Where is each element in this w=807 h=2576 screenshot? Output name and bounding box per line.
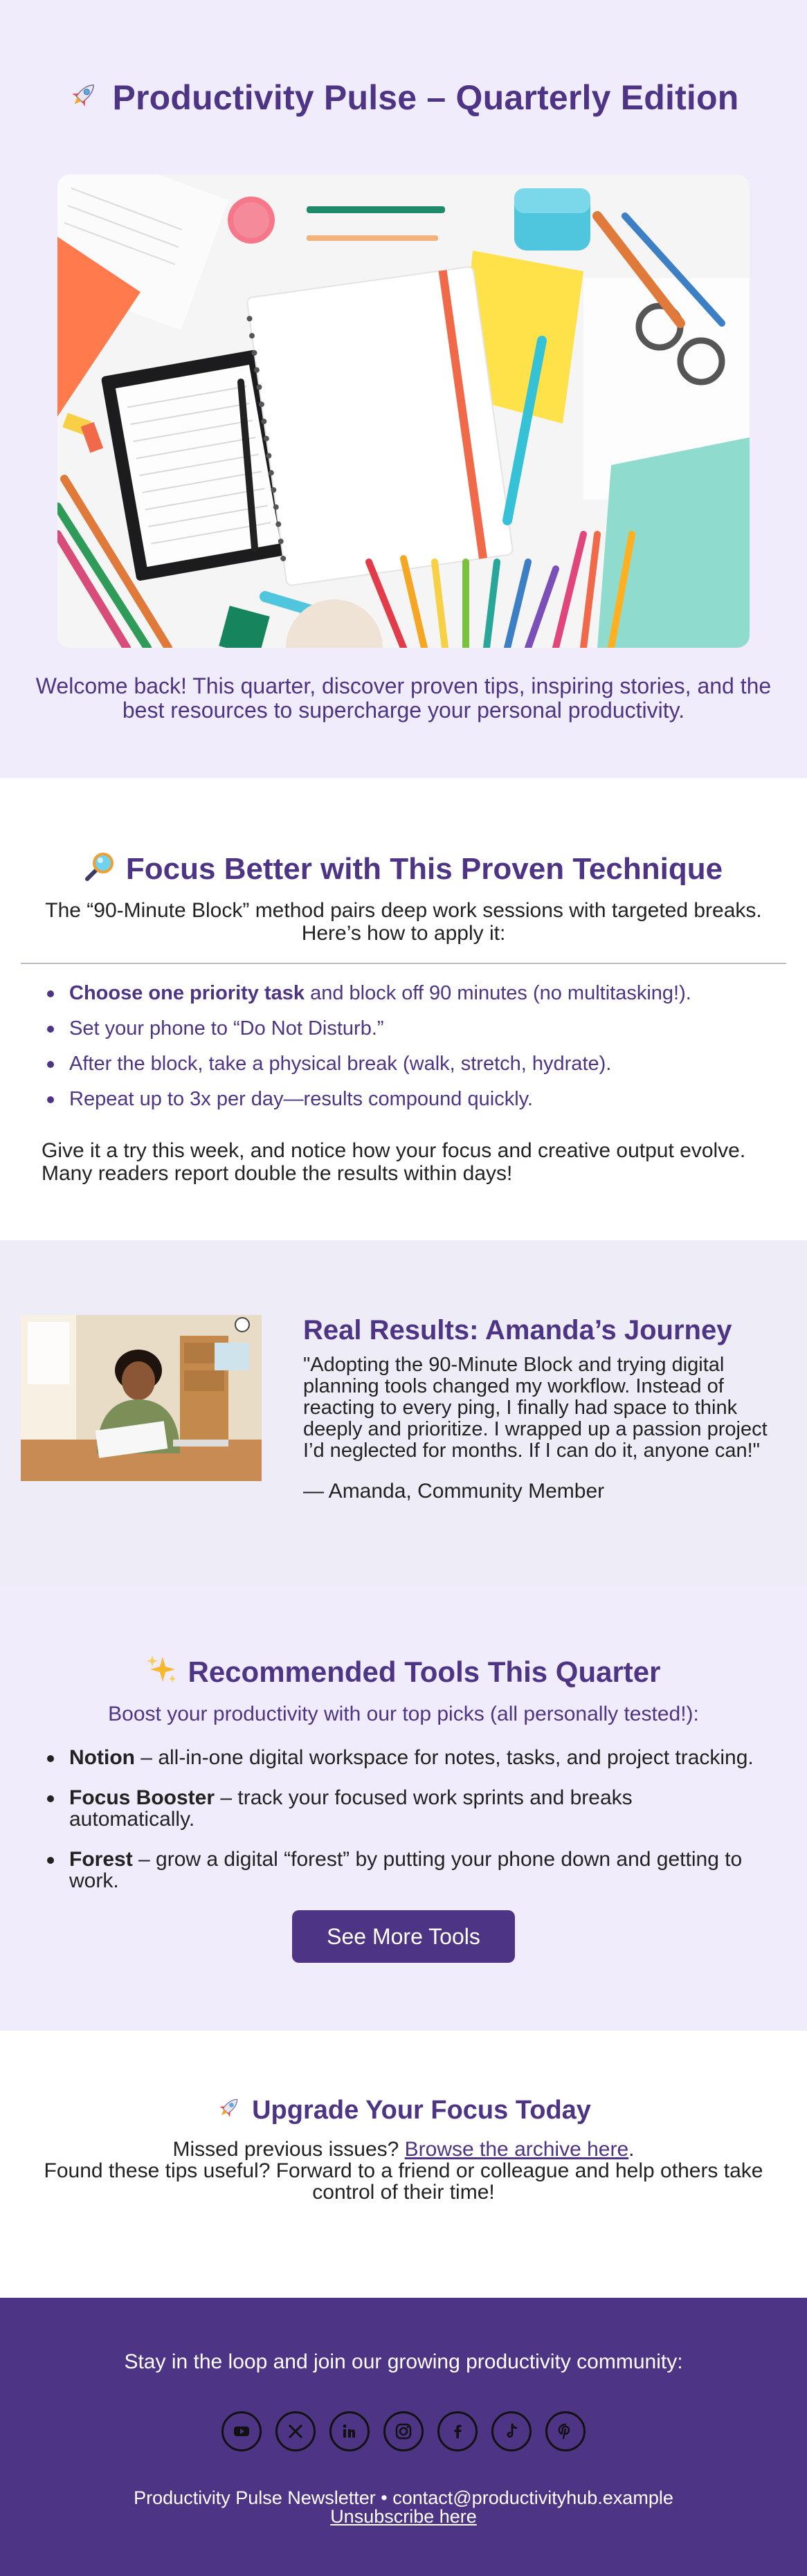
instagram-icon[interactable] [383,2411,424,2451]
footer-unsubscribe [0,2507,807,2526]
upgrade-heading: Upgrade Your Focus Today [0,2094,807,2128]
magnifier-icon [84,851,115,889]
facebook-icon[interactable] [437,2411,478,2451]
pinterest-icon[interactable] [545,2411,586,2451]
testimonial-body [303,1315,788,1503]
tools-section [0,1586,807,2031]
x-icon[interactable] [275,2411,316,2451]
hero-image-desk-supplies [57,174,750,648]
testimonial-photo [21,1315,262,1481]
footer-tagline: Stay in the loop and join our growing productivity community: [124,2350,683,2373]
welcome-text: Welcome back! This quarter, discover proven tips, inspiring stories, and the best resources to supercharge your personal productivity. [35,673,772,723]
footer-section [0,2298,807,2576]
list-item: Set your phone to “Do Not Disturb.” [69,1017,807,1040]
social-links [0,2411,807,2451]
footer-contact: Productivity Pulse Newsletter • contact@productivityhub.example [134,2487,673,2508]
list-item: Choose one priority task and block off 90 minutes (no multitasking!). [69,982,807,1004]
list-item: Focus Booster – track your focused work sprints and breaks automatically. [69,1787,807,1830]
list-item: Notion – all-in-one digital workspace for notes, tasks, and project tracking. [69,1747,807,1768]
list-item: After the block, take a physical break (walk, stretch, hydrate). [69,1053,807,1075]
testimonial-quote: "Adopting the 90-Minute Block and trying digital planning tools changed my workflow. Instead of reacting to every ping, I finally had space to think deeply and prioritize. I wrapped up a passion project I’d neglected for months. If I can do it, anyone can!" [303,1354,768,1462]
tiktok-icon[interactable] [491,2411,532,2451]
youtube-icon[interactable] [221,2411,262,2451]
focus-section [0,778,807,1240]
tools-heading: Recommended Tools This Quarter [0,1654,807,1691]
see-more-tools-button[interactable]: See More Tools [292,1910,515,1963]
rocket-icon [68,79,100,119]
testimonial-attribution: — Amanda, Community Member [303,1480,605,1503]
unsubscribe-link[interactable]: Unsubscribe here [330,2506,477,2527]
list-item: Repeat up to 3x per day—results compound quickly. [69,1088,807,1110]
divider [21,963,786,964]
focus-outro: Give it a try this week, and notice how your focus and creative output evolve. Many readers report double the results within days! [42,1139,746,1185]
upgrade-section [0,2031,807,2298]
testimonial-heading: Real Results: Amanda’s Journey [303,1315,732,1345]
tools-subtitle: Boost your productivity with our top picks (all personally tested!): [108,1703,699,1725]
rocket-icon [216,2094,242,2128]
list-item: Forest – grow a digital “forest” by putting your phone down and getting to work. [69,1849,807,1892]
newsletter-title: Productivity Pulse – Quarterly Edition [0,78,807,119]
linkedin-icon[interactable] [329,2411,370,2451]
tips-list [0,982,807,1110]
archive-link[interactable]: Browse the archive here [404,2138,629,2161]
testimonial-section [0,1240,807,1586]
sparkles-icon [146,1654,176,1691]
header-section [0,0,807,778]
focus-intro: The “90-Minute Block” method pairs deep work sessions with targeted breaks. Here’s how to apply it: [45,899,762,945]
tools-list [0,1747,807,1892]
upgrade-text: Missed previous issues? Browse the archive here. Found these tips useful? Forward to a friend or colleague and help others take control of their time! [44,2138,763,2204]
focus-heading: Focus Better with This Proven Technique [0,851,807,889]
